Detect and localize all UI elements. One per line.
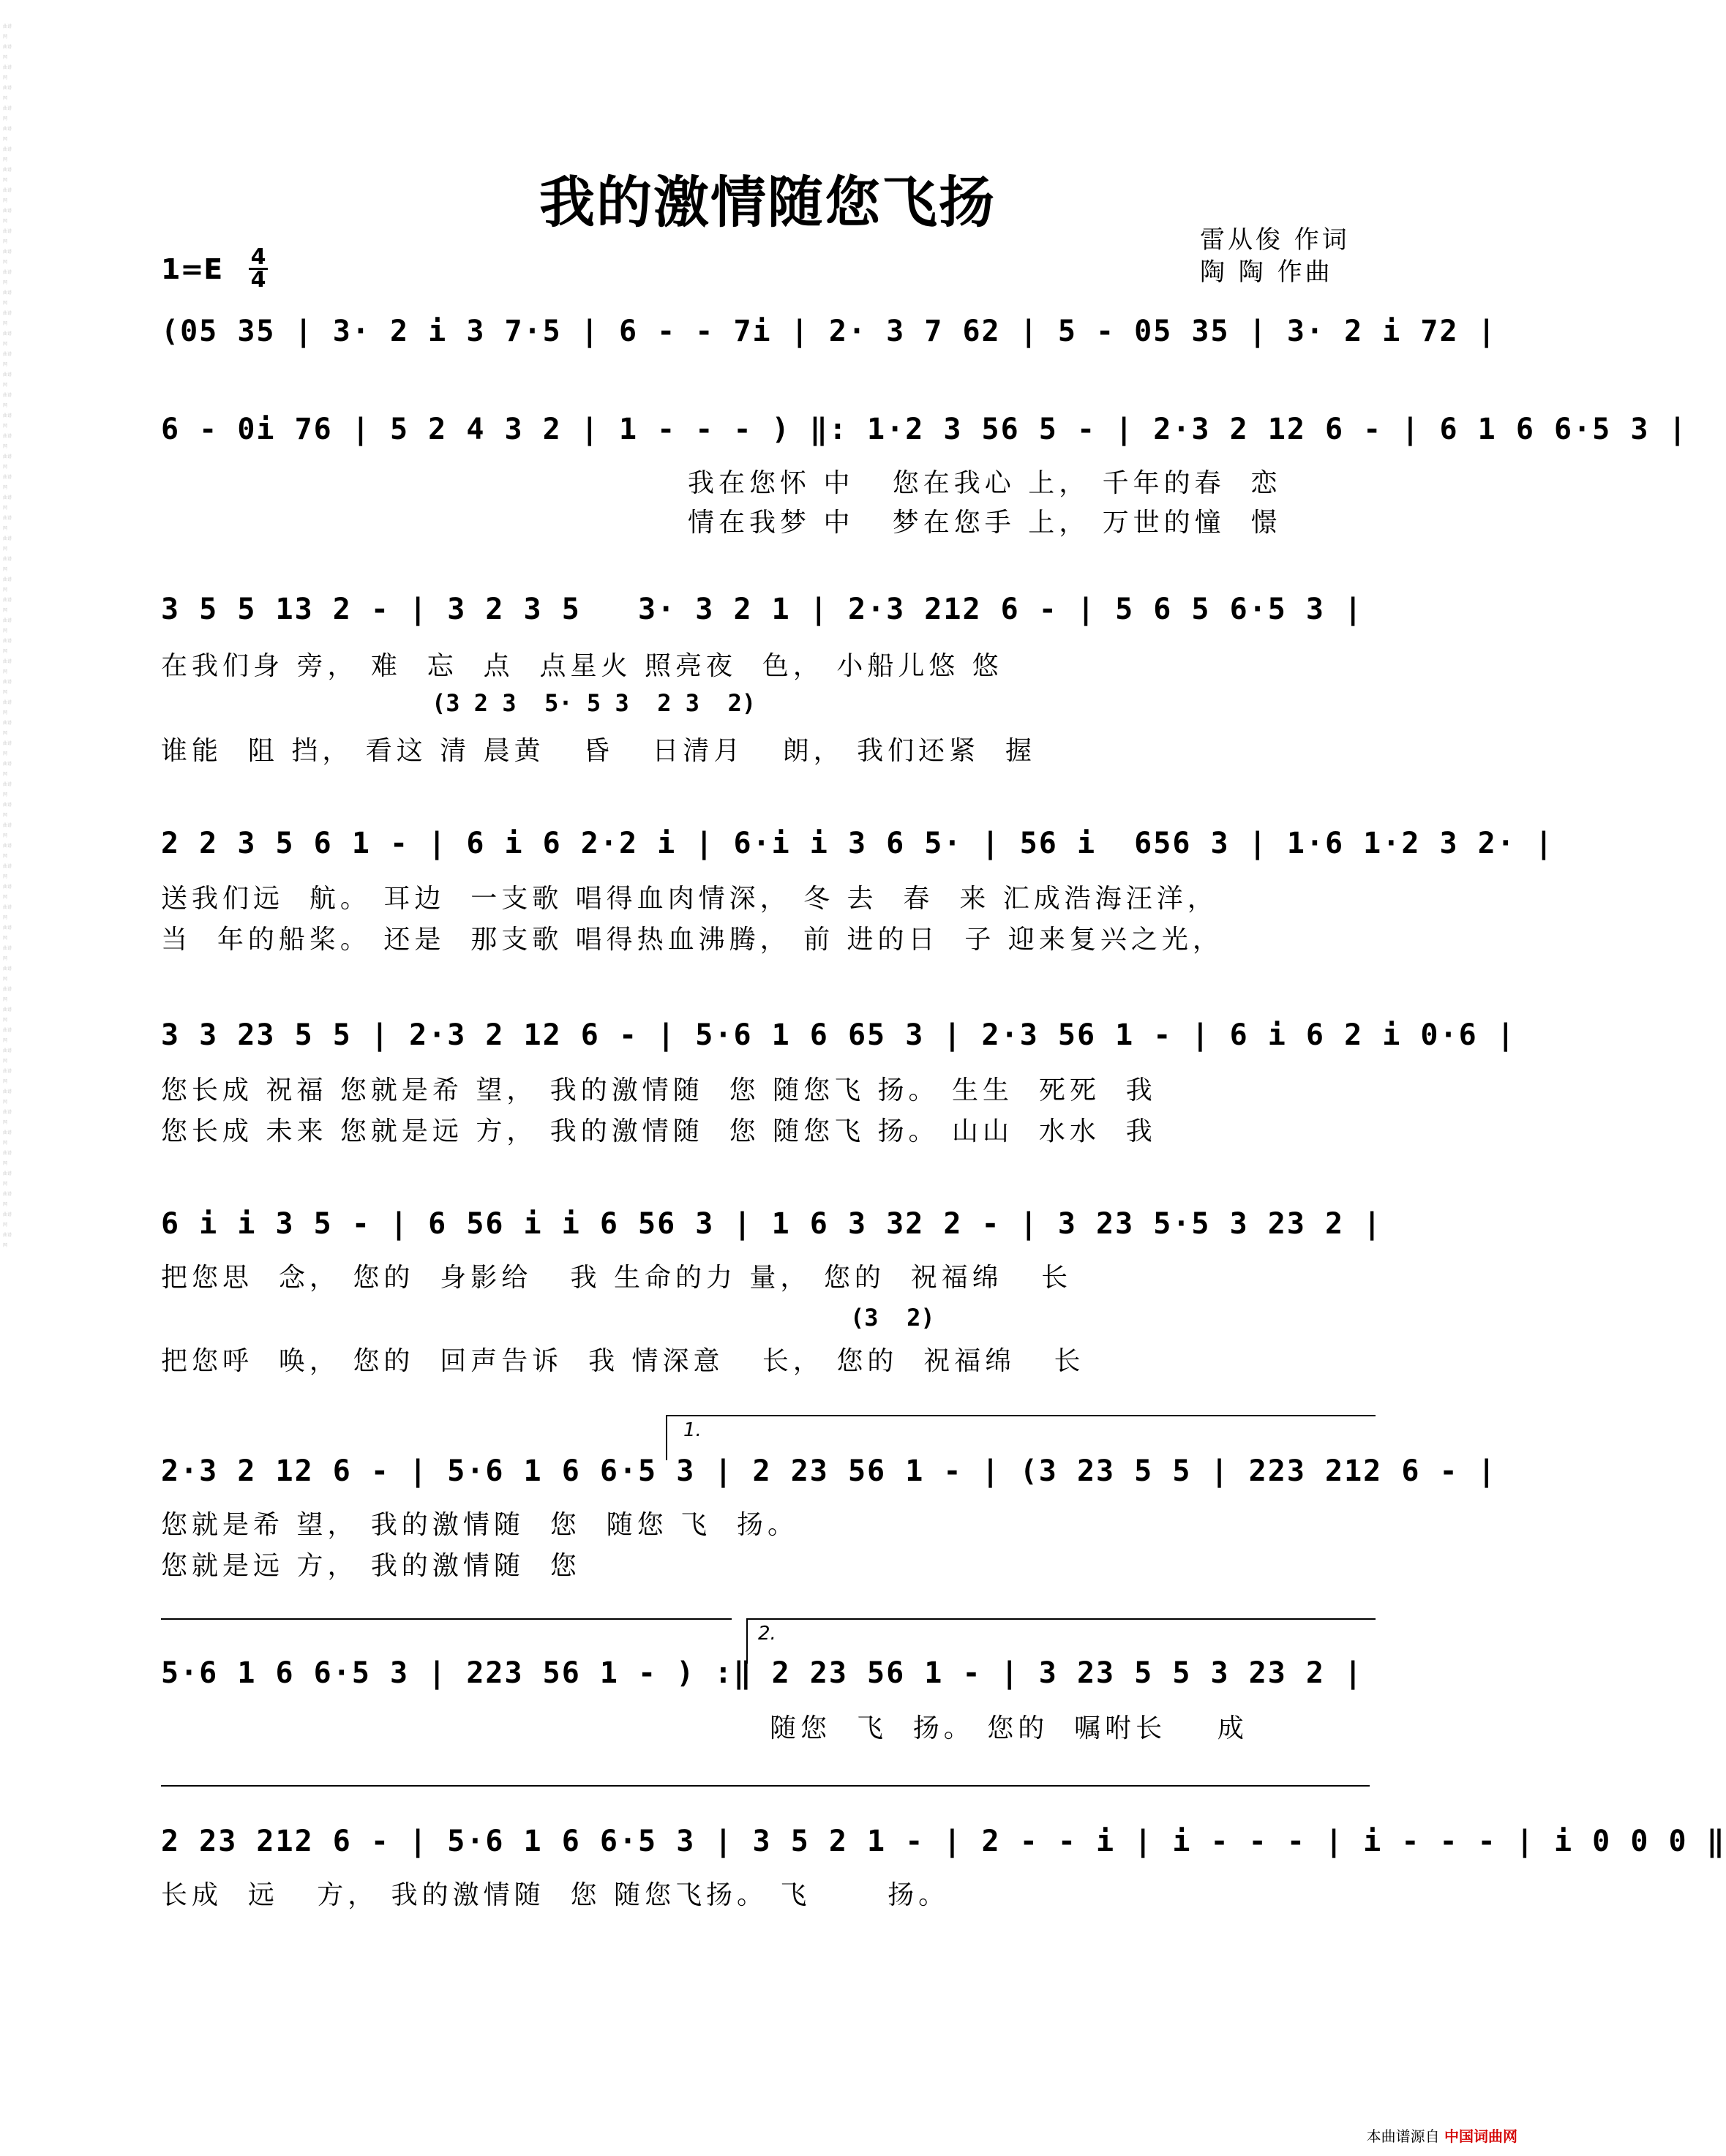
music-line-6: 6 i i 3 5 - | 6 56 i i 6 56 3 | 1 6 3 32 2 - | 3 23 5·5 3 23 2 | <box>161 1207 1383 1241</box>
music-line-9: 2 23 212 6 - | 5·6 1 6 6·5 3 | 3 5 2 1 - | 2 - - i | i - - - | i - - - | i 0 0 0 ‖ <box>161 1825 1726 1858</box>
lyric-line-4a: 送我们远 航。 耳边 一支歌 唱得血肉情深， 冬 去 春 来 汇成浩海汪洋， <box>161 884 1218 914</box>
volta-bracket-1 <box>666 1415 1376 1460</box>
lyric-line-7a: 您就是希 望， 我的激情随 您 随您 飞 扬。 <box>161 1510 798 1540</box>
lyric-line-2b: 情在我梦 中 梦在您手 上， 万世的憧 憬 <box>688 508 1282 538</box>
lyric-line-8: 随您 飞 扬。 您的 嘱咐长 成 <box>770 1713 1248 1743</box>
footer-source-label: 本曲谱源自 <box>1366 2127 1440 2145</box>
music-line-2: 6 - 0i 76 | 5 2 4 3 2 | 1 - - - ) ‖: 1·2 3 56 5 - | 2·3 2 12 6 - | 6 1 6 6·5 3 | <box>161 413 1688 446</box>
lyric-line-4b: 当 年的船桨。 还是 那支歌 唱得热血沸腾， 前 进的日 子 迎来复兴之光， <box>161 925 1223 955</box>
lyric-line-9: 长成 远 方， 我的激情随 您 随您飞扬。 飞 扬。 <box>161 1880 950 1910</box>
alt-music-6: (3 2) <box>850 1304 935 1331</box>
lyric-line-2a: 我在您怀 中 您在我心 上， 千年的春 恋 <box>688 468 1282 498</box>
music-line-5: 3 3 23 5 5 | 2·3 2 12 6 - | 5·6 1 6 65 3 | 2·3 56 1 - | 6 i 6 2 i 0·6 | <box>161 1018 1516 1052</box>
source-footer <box>1367 2125 1517 2146</box>
lyric-line-3b: 谁能 阻 挡， 看这 清 晨黄 昏 日清月 朗， 我们还紧 握 <box>161 736 1036 766</box>
time-denominator: 4 <box>250 267 266 293</box>
continuation-line-2 <box>161 1785 1370 1787</box>
time-signature <box>247 244 269 293</box>
continuation-line-1 <box>161 1618 732 1620</box>
sidebar-watermark: 曲谱网 曲谱网 曲谱网 曲谱网 曲谱网 曲谱网 曲谱网 曲谱网 曲谱网 曲谱网 曲谱网 曲谱网 曲谱网 曲谱网 曲谱网 曲谱网 曲谱网 曲谱网 曲谱网 曲谱网 曲谱网 曲谱网 曲谱网 曲谱网 曲谱网 曲谱网 曲谱网 曲谱网 曲谱网 曲谱网 曲谱网 曲谱网 曲谱网 曲谱网 曲谱网 曲谱网 曲谱网 曲谱网 曲谱网 曲谱网 曲谱网 曲谱网 曲谱网 曲谱网 曲谱网 曲谱网 曲谱网 曲谱网 曲谱网 曲谱网 曲谱网 曲谱网 曲谱网 曲谱网 曲谱网 曲谱网 曲谱网 曲谱网 曲谱网 曲谱网 <box>3 24 12 1248</box>
music-line-1: (05 35 | 3· 2 i 3 7·5 | 6 - - 7i | 2· 3 7 62 | 5 - 05 35 | 3· 2 i 72 | <box>161 315 1497 348</box>
music-line-4: 2 2 3 5 6 1 - | 6 i 6 2·2 i | 6·i i 3 6 5· | 56 i 656 3 | 1·6 1·2 3 2· | <box>161 827 1554 860</box>
volta-label-2: 2. <box>758 1623 776 1645</box>
footer-site-link[interactable]: 中国词曲网 <box>1444 2127 1517 2145</box>
lyricist-credit: 雷从俊 作词 <box>1200 225 1350 255</box>
composer-credit: 陶 陶 作曲 <box>1200 258 1333 287</box>
volta-label-1: 1. <box>683 1419 702 1441</box>
music-line-8: 5·6 1 6 6·5 3 | 223 56 1 - ) :‖ 2 23 56 1 - | 3 23 5 5 3 23 2 | <box>161 1656 1364 1690</box>
lyric-line-5a: 您长成 祝福 您就是希 望， 我的激情随 您 随您飞 扬。 生生 死死 我 <box>161 1075 1157 1105</box>
song-title: 我的激情随您飞扬 <box>539 170 996 235</box>
music-line-7: 2·3 2 12 6 - | 5·6 1 6 6·5 3 | 2 23 56 1 - | (3 23 5 5 | 223 212 6 - | <box>161 1454 1497 1488</box>
key-signature: 1=E <box>161 253 223 285</box>
lyric-line-6a: 把您思 念， 您的 身影给 我 生命的力 量， 您的 祝福绵 长 <box>161 1263 1073 1293</box>
lyric-line-3a: 在我们身 旁， 难 忘 点 点星火 照亮夜 色， 小船儿悠 悠 <box>161 651 1003 681</box>
music-line-3: 3 5 5 13 2 - | 3 2 3 5 3· 3 2 1 | 2·3 212 6 - | 5 6 5 6·5 3 | <box>161 593 1364 626</box>
lyric-line-5b: 您长成 未来 您就是远 方， 我的激情随 您 随您飞 扬。 山山 水水 我 <box>161 1116 1157 1146</box>
lyric-line-7b: 您就是远 方， 我的激情随 您 <box>161 1551 581 1581</box>
lyric-line-6b: 把您呼 唤， 您的 回声告诉 我 情深意 长， 您的 祝福绵 长 <box>161 1346 1085 1376</box>
time-numerator: 4 <box>250 244 266 270</box>
alt-music-3: (3 2 3 5· 5 3 2 3 2) <box>432 689 757 717</box>
